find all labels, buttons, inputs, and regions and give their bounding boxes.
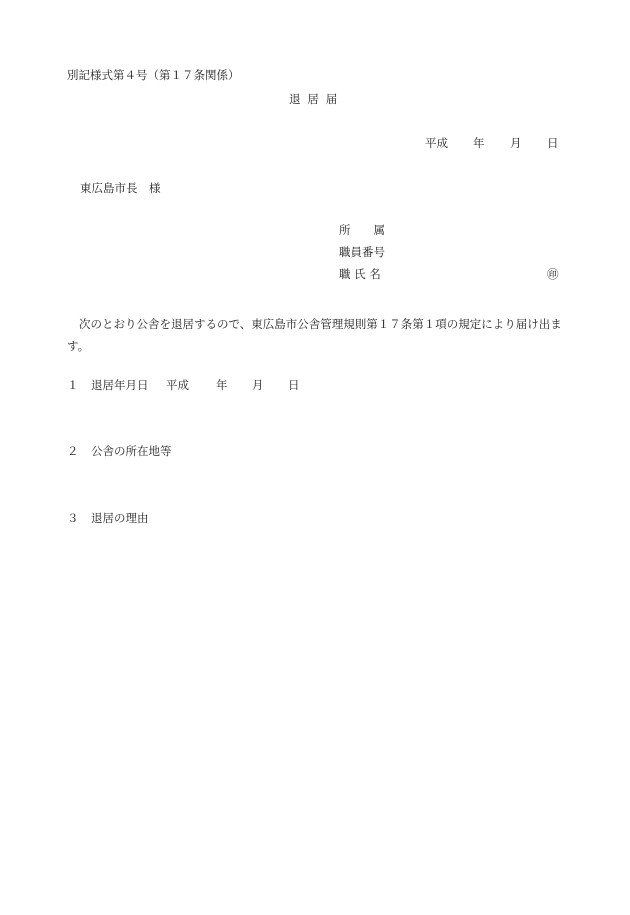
item-number: ２: [67, 444, 79, 458]
item-move-out-date: [67, 380, 300, 392]
item-number: ３: [67, 511, 79, 525]
submission-date: [425, 138, 559, 150]
seal-mark: ㊞: [547, 267, 559, 281]
date-year-label: 年: [473, 136, 485, 150]
name-label: 職 氏 名: [339, 267, 381, 281]
item-date-month-label: 月: [252, 378, 264, 392]
item-date-day-label: 日: [288, 378, 300, 392]
employee-number-label: 職員番号: [339, 245, 385, 259]
item-label: 公舎の所在地等: [91, 444, 172, 458]
item-label: 退居の理由: [91, 511, 149, 525]
statement-text: 次のとおり公舎を退居するので、東広島市公舎管理規則第１７条第１項の規定により届け出ます。: [67, 317, 562, 353]
item-date-era: 平成: [166, 378, 189, 392]
item-date-year-label: 年: [216, 378, 228, 392]
date-era: 平成: [425, 136, 448, 150]
addressee: 東広島市長 様: [80, 181, 161, 195]
item-label: 退居年月日: [91, 378, 149, 392]
affiliation-label: 所 属: [339, 223, 385, 237]
item-number: １: [67, 378, 79, 392]
form-number: 別記様式第４号（第１７条関係）: [67, 68, 240, 82]
item-residence-location: [67, 446, 172, 458]
item-move-out-reason: [67, 513, 149, 525]
date-day-label: 日: [547, 136, 559, 150]
document-title: 退居届: [289, 92, 345, 106]
date-month-label: 月: [510, 136, 522, 150]
